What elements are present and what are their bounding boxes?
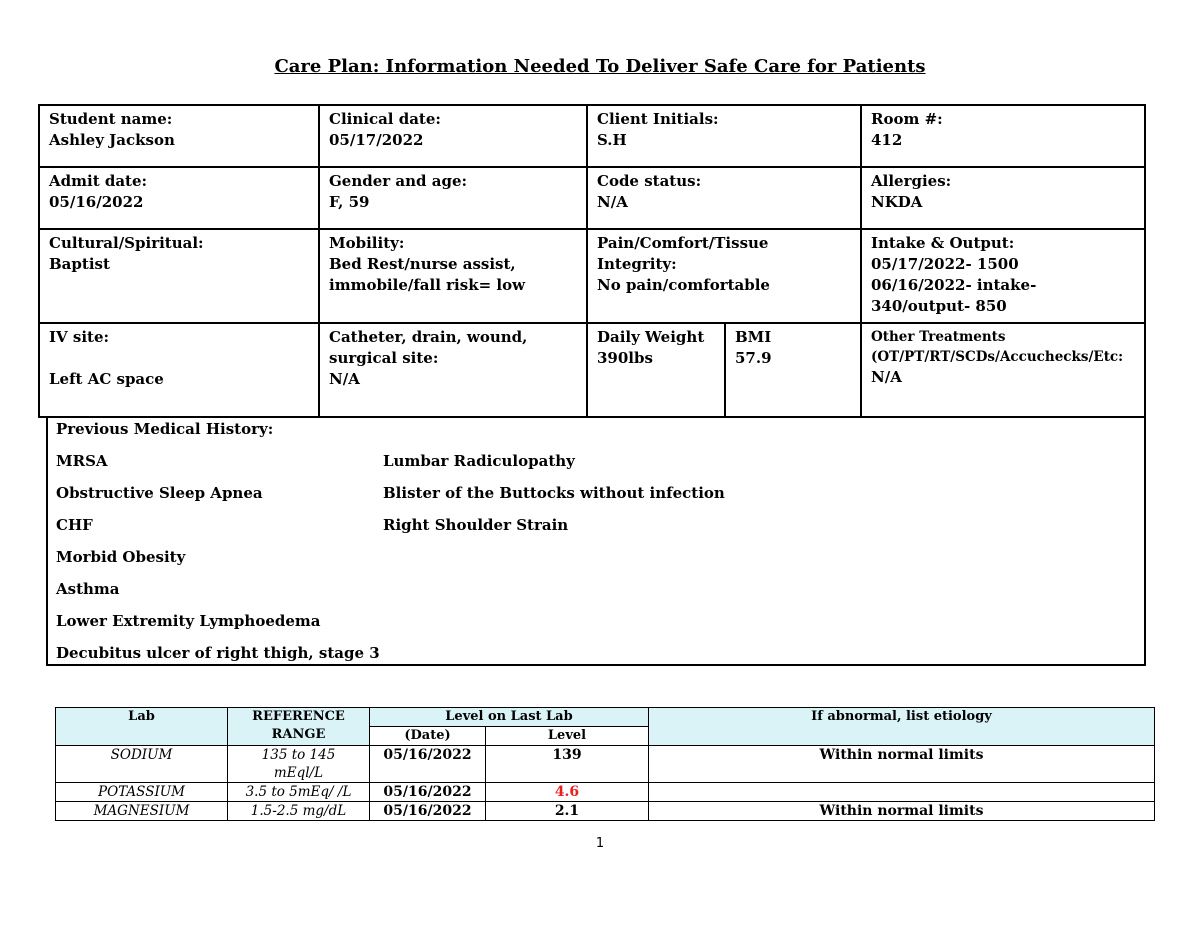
lab-header-date: (Date): [370, 727, 486, 746]
lab-header-reference: [228, 708, 370, 746]
history-item: Blister of the Buttocks without infection: [383, 484, 725, 502]
gender-age-value: F, 59: [329, 193, 370, 211]
lab-header-lab: Lab: [56, 708, 228, 746]
intake-line2: 06/16/2022- intake-: [871, 276, 1037, 294]
intake-line1: 05/17/2022- 1500: [871, 255, 1019, 273]
iv-site-value: Left AC space: [49, 370, 164, 388]
history-item: Decubitus ulcer of right thigh, stage 3: [56, 644, 380, 662]
intake-label: Intake & Output:: [871, 234, 1015, 252]
history-item: Lower Extremity Lymphoedema: [56, 612, 321, 630]
history-item: Right Shoulder Strain: [383, 516, 569, 534]
lab-header-level-last: Level on Last Lab: [370, 708, 649, 727]
mobility-label: Mobility:: [329, 234, 405, 252]
client-initials-label: Client Initials:: [597, 110, 719, 128]
table-row: [56, 746, 1155, 783]
other-treatments-cell: [860, 322, 1146, 418]
gender-age-cell: [318, 166, 588, 230]
pain-label-line2: Integrity:: [597, 255, 677, 273]
lab-range: [228, 746, 370, 783]
intake-line3: 340/output- 850: [871, 297, 1007, 315]
cultural-value: Baptist: [49, 255, 110, 273]
clinical-date-cell: [318, 104, 588, 168]
other-treatments-value: N/A: [871, 368, 902, 386]
clinical-date-value: 05/17/2022: [329, 131, 424, 149]
daily-weight-value: 390lbs: [597, 349, 653, 367]
history-item: CHF: [56, 516, 93, 534]
bmi-label: BMI: [735, 328, 772, 346]
intake-output-cell: [860, 228, 1146, 324]
lab-date: 05/16/2022: [370, 802, 486, 821]
lab-table: [55, 707, 1155, 821]
client-initials-value: S.H: [597, 131, 627, 149]
other-treatments-label-line1: Other Treatments: [871, 329, 1006, 345]
lab-etiology: Within normal limits: [649, 746, 1155, 783]
history-item: Asthma: [56, 580, 120, 598]
room-value: 412: [871, 131, 903, 149]
room-label: Room #:: [871, 110, 943, 128]
table-row: [56, 802, 1155, 821]
daily-weight-label: Daily Weight: [597, 328, 705, 346]
page-title: Care Plan: Information Needed To Deliver Safe Care for Patients: [274, 56, 926, 77]
lab-level: 139: [486, 746, 649, 783]
mobility-value-line2: immobile/fall risk= low: [329, 276, 525, 294]
bmi-value: 57.9: [735, 349, 772, 367]
room-cell: [860, 104, 1146, 168]
catheter-cell: [318, 322, 588, 418]
catheter-label-line1: Catheter, drain, wound,: [329, 328, 528, 346]
lab-level-abnormal: 4.6: [486, 783, 649, 802]
catheter-label-line2: surgical site:: [329, 349, 439, 367]
history-item: Morbid Obesity: [56, 548, 186, 566]
lab-etiology: Within normal limits: [649, 802, 1155, 821]
student-name-value: Ashley Jackson: [49, 131, 175, 149]
page-number: 1: [595, 836, 605, 851]
lab-date: 05/16/2022: [370, 783, 486, 802]
lab-range-line1: 135 to 145: [261, 747, 336, 763]
admit-date-cell: [38, 166, 320, 230]
lab-date: 05/16/2022: [370, 746, 486, 783]
student-name-cell: [38, 104, 320, 168]
lab-range-line2: mEql/L: [273, 765, 324, 781]
history-item: Obstructive Sleep Apnea: [56, 484, 263, 502]
iv-site-label: IV site:: [49, 328, 110, 346]
allergies-label: Allergies:: [871, 172, 952, 190]
code-status-label: Code status:: [597, 172, 702, 190]
pain-cell: [586, 228, 862, 324]
bmi-cell: [724, 322, 862, 418]
lab-header-reference-line2: RANGE: [271, 727, 326, 742]
allergies-cell: [860, 166, 1146, 230]
other-treatments-label-line2: (OT/PT/RT/SCDs/Accuchecks/Etc:: [871, 349, 1124, 365]
mobility-cell: [318, 228, 588, 324]
lab-range: 3.5 to 5mEq/ /L: [228, 783, 370, 802]
history-item: Lumbar Radiculopathy: [383, 452, 575, 470]
lab-name: MAGNESIUM: [56, 802, 228, 821]
lab-name: POTASSIUM: [56, 783, 228, 802]
lab-header-level: Level: [486, 727, 649, 746]
admit-date-label: Admit date:: [49, 172, 148, 190]
lab-range: 1.5-2.5 mg/dL: [228, 802, 370, 821]
iv-site-cell: [38, 322, 320, 418]
cultural-cell: [38, 228, 320, 324]
admit-date-value: 05/16/2022: [49, 193, 144, 211]
mobility-value-line1: Bed Rest/nurse assist,: [329, 255, 516, 273]
client-initials-cell: [586, 104, 862, 168]
cultural-label: Cultural/Spiritual:: [49, 234, 204, 252]
code-status-value: N/A: [597, 193, 628, 211]
lab-header-etiology: If abnormal, list etiology: [649, 708, 1155, 746]
iv-site-spacer: [49, 348, 309, 369]
allergies-value: NKDA: [871, 193, 923, 211]
clinical-date-label: Clinical date:: [329, 110, 441, 128]
code-status-cell: [586, 166, 862, 230]
lab-etiology: [649, 783, 1155, 802]
table-row: [56, 783, 1155, 802]
student-name-label: Student name:: [49, 110, 173, 128]
daily-weight-cell: [586, 322, 726, 418]
medical-history-box: [46, 416, 1146, 666]
catheter-value: N/A: [329, 370, 360, 388]
pain-label-line1: Pain/Comfort/Tissue: [597, 234, 769, 252]
history-label: Previous Medical History:: [56, 420, 274, 438]
history-item: MRSA: [56, 452, 108, 470]
lab-level: 2.1: [486, 802, 649, 821]
gender-age-label: Gender and age:: [329, 172, 468, 190]
pain-value: No pain/comfortable: [597, 276, 770, 294]
lab-name: SODIUM: [56, 746, 228, 783]
lab-header-reference-line1: REFERENCE: [252, 709, 345, 724]
